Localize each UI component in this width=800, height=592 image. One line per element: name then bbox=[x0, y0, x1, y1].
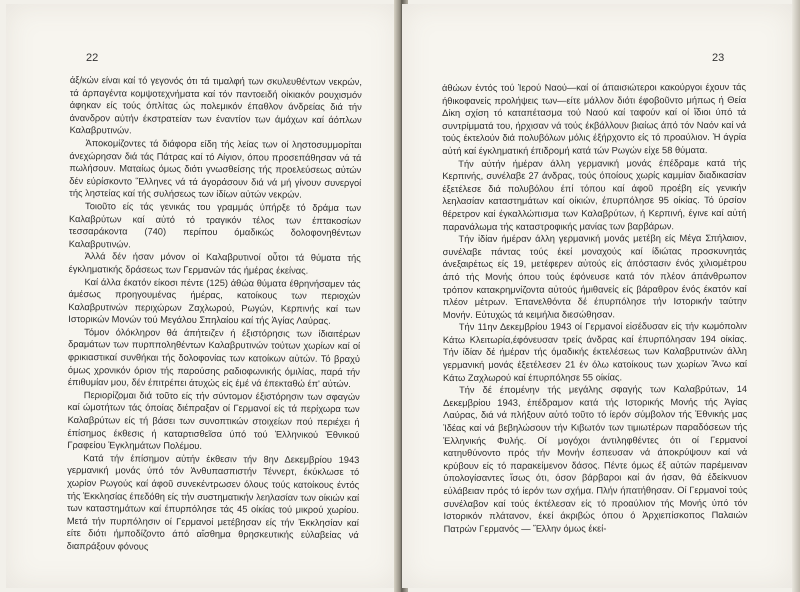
left-page-text bbox=[67, 74, 362, 555]
paragraph: Ἀποκομίζοντες τά διάφορα είδη τής λείας των οί ληστοσυμμορίται άνεχώρησαν διά τάς Πάτρας καί τό Αίγιον, όπου προσεπάθησαν νά τά πωλήσουν. Ματαίως όμως διότι γνωσθείσης τής προελεύσεως αὐτών δέν εύρίσκοντο Ἕλληνες νά τά άγοράσουν διά νά μή γίνουν συνεργοί τής ληστείας καί τής συλήσεως των ίδίων αὐτών νεκρών. bbox=[69, 138, 362, 200]
paragraph: Τήν αὐτήν ήμέραν άλλη γερμανική μονάς έπέδραμε κατά τής Κερπινής, συνέλαβε 27 άνδρας, τούς όποίους χωρίς καμμίαν διαδικασίαν έξετέλεσε διά πολυβόλου έπί τόπου καί άφοῦ προέβη είς γενικήν λεηλασίαν καταστημάτων καί οίκιών, έπυρπόλησε 95 οίκίας. Τό ύρσίον θέρετρον καί έγκαλλώπισμα των Καλαβρύτων, ή Κερπινή, έγινε καί αὐτή παρανάλωμα τής καταστροφικής μανίας των βαρβάρων. bbox=[442, 157, 747, 232]
left-page bbox=[6, 4, 398, 588]
right-page-text bbox=[442, 81, 748, 535]
paragraph: Τοιοῦτο είς τάς γενικάς του γραμμάς ύπήρξε τό δράμα των Καλαβρύτων καί αὐτό τό τραγικόν τέλος των έπτακοσίων τεσσαράκοντα (740) περίπου όμαδικώς δολοφονηθέντων Καλαβρυτινών. bbox=[68, 201, 362, 250]
paragraph: Τόμον όλόκληρον θά άπήτειζεν ή έξιστόρησις των ίδιαιτέρων δραμάτων των πυρπποληθέντων Καλαβρυτινών τούτων χωρίων καί οί φρικιαστικαί συνθήκαι τής δολοφονίας των κατοίκων αὐτών. Τό βραχύ όμως χρονικόν όριον τής παρούσης ραδιοφωνικής όμιλίας, παρά τήν έπιθυμίαν μου, δέν έπιτρέπει άτυχώς είς έμέ νά έπεκταθώ έπ' αὐτών. bbox=[67, 326, 361, 390]
page-number: 23 bbox=[712, 52, 725, 64]
page-edge bbox=[792, 0, 800, 592]
paragraph: Καί άλλα έκατόν είκοσι πέντε (125) άθώα θύματα έθρηνήσαμεν τάς άμέσως προηγουμένας ήμέρας, κατοίκους των περιοχών Καλαβρυτινών περιχώρων Ζαχλωρού, Ρωγών, Κερπινής καί των Ιστορικών Μονών τού Μεγάλου Σπηλαίου καί τής Ἁγίας Λαύρας. bbox=[68, 276, 361, 327]
paragraph: Τήν δέ έπομένην τής μεγάλης σφαγής των Καλαβρύτων, 14 Δεκεμβρίου 1943, έπέδραμον κατά τής Ιστορικής Μονής τής Ἁγίας Λαύρας, διά νά πλήξουν αὐτό τοῦτο τό ίερόν σύμβολον τής Ἐθνικής μας Ἰδέας καί νά βεβηλώσουν τήν Κιβωτόν των τιμιωτέρων παραδόσεων τής Ἑλληνικής Φυλής. Οί μογόχοι άντιληφθέντες ότι οί Γερμανοί κατηυθύνοντο πρός τήν Μονήν έσπευσαν νά άποκρύψουν καί νά κρύβουν είς τό παρακείμενον δάσος. Πέντε όμως έξ αὐτών παρέμειναν ύπολογίσαντες ἴσως ότι, όσον βάρβαροι καί άν ήσαν, θά έδείκνυον εὐλάβειαν πρός τό ίερόν των σχήμα. Πλήν ήπατήθησαν. Οί Γερμανοί τούς συνέλαβον καί τούς έκτέλεσαν είς τό προαύλιον τής Μονής ύπό τόν Ιστορικόν πλάτανον, έκεί άκριβώς όπου ό Ἀρχιεπίσκοπος Παλαιών Πατρών Γερμανός — Ἕλλην όμως έκεί- bbox=[443, 384, 748, 534]
paragraph: Ἀλλά δέν ήσαν μόνον οί Καλαβρυτινοί οὗτοι τά θύματα τής έγκληματικής δράσεως των Γερμανών τάς ήμέρας έκείνας. bbox=[68, 251, 361, 276]
paragraph: Τήν 11ην Δεκεμβρίου 1943 οί Γερμανοί εἰσέδυσαν είς τήν κωμόπολιν Κάτω Κλειτωρία,έφόνευσαν τρείς άνδρας καί έπυρπόλησαν 194 οίκίας. Τήν ίδίαν δέ ήμέραν τής όμαδικής έκτελέσεως των Καλαβρυτινών άλλη γερμανική μονάς έξετέλεσεν 21 έν όλω κατοίκους των χωρίων Ἄνω καί Κάτω Ζαχλωρού καί έπυρπόλησε 55 οίκίας. bbox=[442, 321, 748, 383]
paragraph: Κατά τήν έπίσημον αὐτήν έκθεσιν τήν 8ην Δεκεμβρίου 1943 γερμανική μονάς ύπό τόν Ἀνθυπασπιστήν Τέννερτ, έκύκλωσε τό χωρίον Ρωγούς καί άφοῦ συνεκέντρωσεν όλους τούς κατοίκους έντός τής Ἐκκλησίας έπεδόθη είς τήν συστηματικήν λεηλασίαν των οίκιών καί των καταστημάτων καί έπυρπόλησε τάς 45 οίκίας τού μικρού χωρίου. Μετά τήν πυρπόλησιν οί Γερμανοί μετέβησαν είς τήν Ἐκκλησίαν καί είτε διότι ήμποδίζοντο άπό αἴσθημα θρησκευτικής εὐλαβείας νά διαπράξουν φόνους bbox=[66, 452, 360, 552]
paragraph: άξ/κών είναι καί τό γεγονός ότι τά τιμαλφή των σκυλευθέντων νεκρών, τά άρπαγέντα κομψοτεχνήματα καί τόν παντοειδή οἰκιακόν ρουχισμόν άφηκαν είς τούς όπλίτας ώς πολεμικόν έπαθλον άνδρείας διά τήν άνανδρον αὐτήν έκστρατείαν των έναντίον των άμάχων καί άόπλων Καλαβρυτινών. bbox=[69, 74, 362, 136]
right-page bbox=[402, 4, 794, 588]
page-number: 22 bbox=[86, 52, 99, 64]
paragraph: άθώων έντός τού Ἱερού Ναού—καί οί άπαισιώτεροι κακούργοι έχουν τάς ήθικοφανείς προλήψεις των—είτε μάλλον διότι έφοβοῦντο μήπως ή Θεία Δίκη σχίση τό καταπέτασμα τού Ναού καί ταφούν καί οί ἴδιοι ύπό τά συντρίμματά του, ήρχισαν νά τούς έκβάλλουν βιαίως άπό τόν Ναόν καί νά τούς έκτελούν διά πολυβόλων μόλις έξήρχοντο είς τό προαύλιον. Ἡ άγρία αὐτή καί έγκληματική έπιδρομή κατά τών Ρωγών είχε 58 θύματα. bbox=[442, 81, 747, 156]
paragraph: Τήν ἰδίαν ήμέραν άλλη γερμανική μονάς μετέβη είς Μέγα Σπήλαιον, συνέλαβε πάντας τούς έκεί μοναχούς καί ίδιώτας προσκυνητάς άνεξαιρέτως είς 19, μετέφερεν αὐτούς είς άπόστασιν ένός χιλιομέτρου άπό τής Μονής όπου τούς έφόνευσε κατά τόν πλέον άπάνθρωπον τρόπον κατακρημνίζοντα αὐτούς ήμιθανείς είς βάραθρον ένός έκατόν καί πλέον μέτρων. Ἐπανελθόντα δέ έπυρπόλησε τήν Ιστορικήν ταύτην Μονήν. Εὐτυχώς τά κειμήλια διεσώθησαν. bbox=[442, 233, 747, 320]
paragraph: Περιορίζομαι διά τοῦτο είς τήν σύντομον έξιστόρησιν των σφαγών καί ώμοτήτων τάς όποίας διέπραξαν οί Γερμανοί είς τά περίχωρα των Καλαβρύτων είς τή βάσει των συνοπτικών στοιχείων πού περιέχει ή έπίσημος έκθεσις ή καταρτισθεῖσα ύπό τού Ἑλληνικού Ἐθνικού Γραφείου Ἐγκλημάτων Πολέμου. bbox=[67, 389, 360, 452]
